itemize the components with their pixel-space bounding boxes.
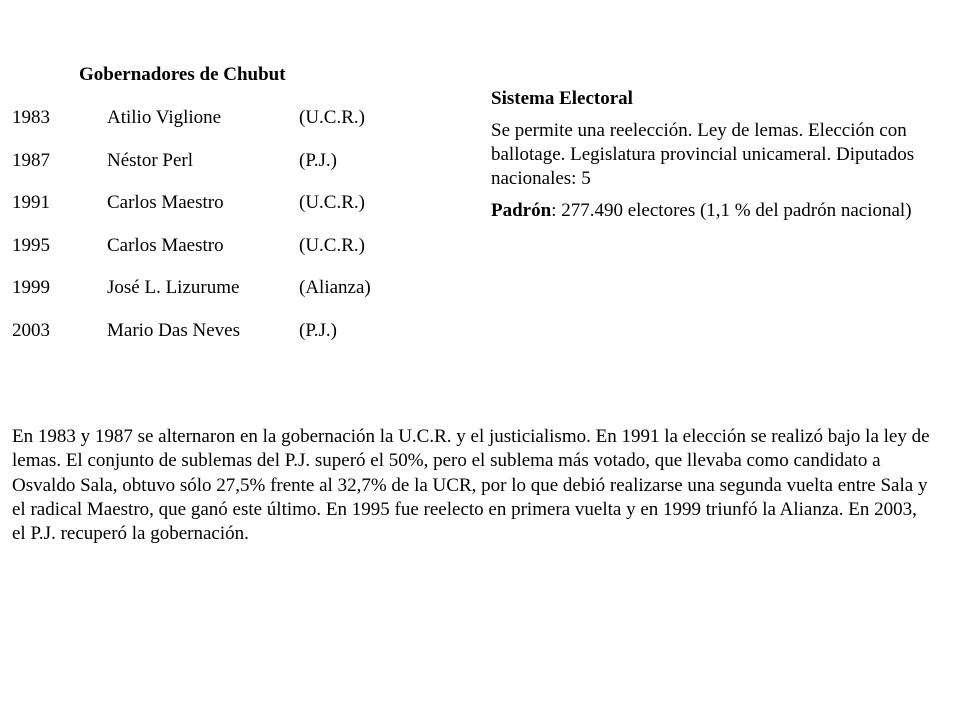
governor-name-cell: José L. Lizurume	[107, 277, 240, 299]
governor-name-cell: Mario Das Neves	[107, 319, 240, 341]
governor-name-cell: Carlos Maestro	[107, 234, 224, 256]
party-cell: (Alianza)	[299, 277, 371, 299]
governor-name-cell: Néstor Perl	[107, 149, 194, 171]
year-cell: 1987	[12, 149, 50, 171]
padron-line	[491, 199, 951, 223]
party-cell: (U.C.R.)	[299, 107, 365, 128]
year-cell: 1991	[12, 192, 50, 214]
governors-table-title: Gobernadores de Chubut	[79, 64, 286, 85]
party-cell: (U.C.R.)	[299, 192, 365, 214]
padron-value: : 277.490 electores (1,1 % del padrón nacional)	[551, 200, 912, 221]
governor-name-cell: Atilio Viglione	[107, 107, 222, 128]
history-paragraph: En 1983 y 1987 se alternaron en la gobernación la U.C.R. y el justicialismo. En 1991 la elección se realizó bajo la ley de lemas. El conjunto de sublemas del P.J. superó el 50%, pero el sublema más votado, que llevaba como candidato a Osvaldo Sala, obtuvo sólo 27,5% frente al 32,7% de la UCR, por lo que debió realizarse una segunda vuelta entre Sala y el radical Maestro, que ganó este último. En 1995 fue reelecto en primera vuelta y en 1999 triunfó la Alianza. En 2003, el P.J. recuperó la gobernación.	[12, 426, 930, 545]
padron-label: Padrón	[491, 200, 552, 221]
year-cell: 2003	[12, 319, 50, 341]
party-cell: (P.J.)	[299, 319, 338, 341]
year-cell: 1995	[12, 234, 50, 256]
year-cell: 1999	[12, 277, 50, 299]
electoral-system-panel	[491, 87, 951, 223]
electoral-system-description: Se permite una reelección. Ley de lemas. Elección con ballotage. Legislatura provincial unicameral. Diputados nacionales: 5	[491, 120, 915, 189]
year-cell: 1983	[12, 107, 50, 128]
electoral-system-heading: Sistema Electoral	[491, 88, 633, 109]
party-cell: (P.J.)	[299, 149, 338, 171]
party-cell: (U.C.R.)	[299, 234, 365, 256]
governor-name-cell: Carlos Maestro	[107, 192, 224, 214]
